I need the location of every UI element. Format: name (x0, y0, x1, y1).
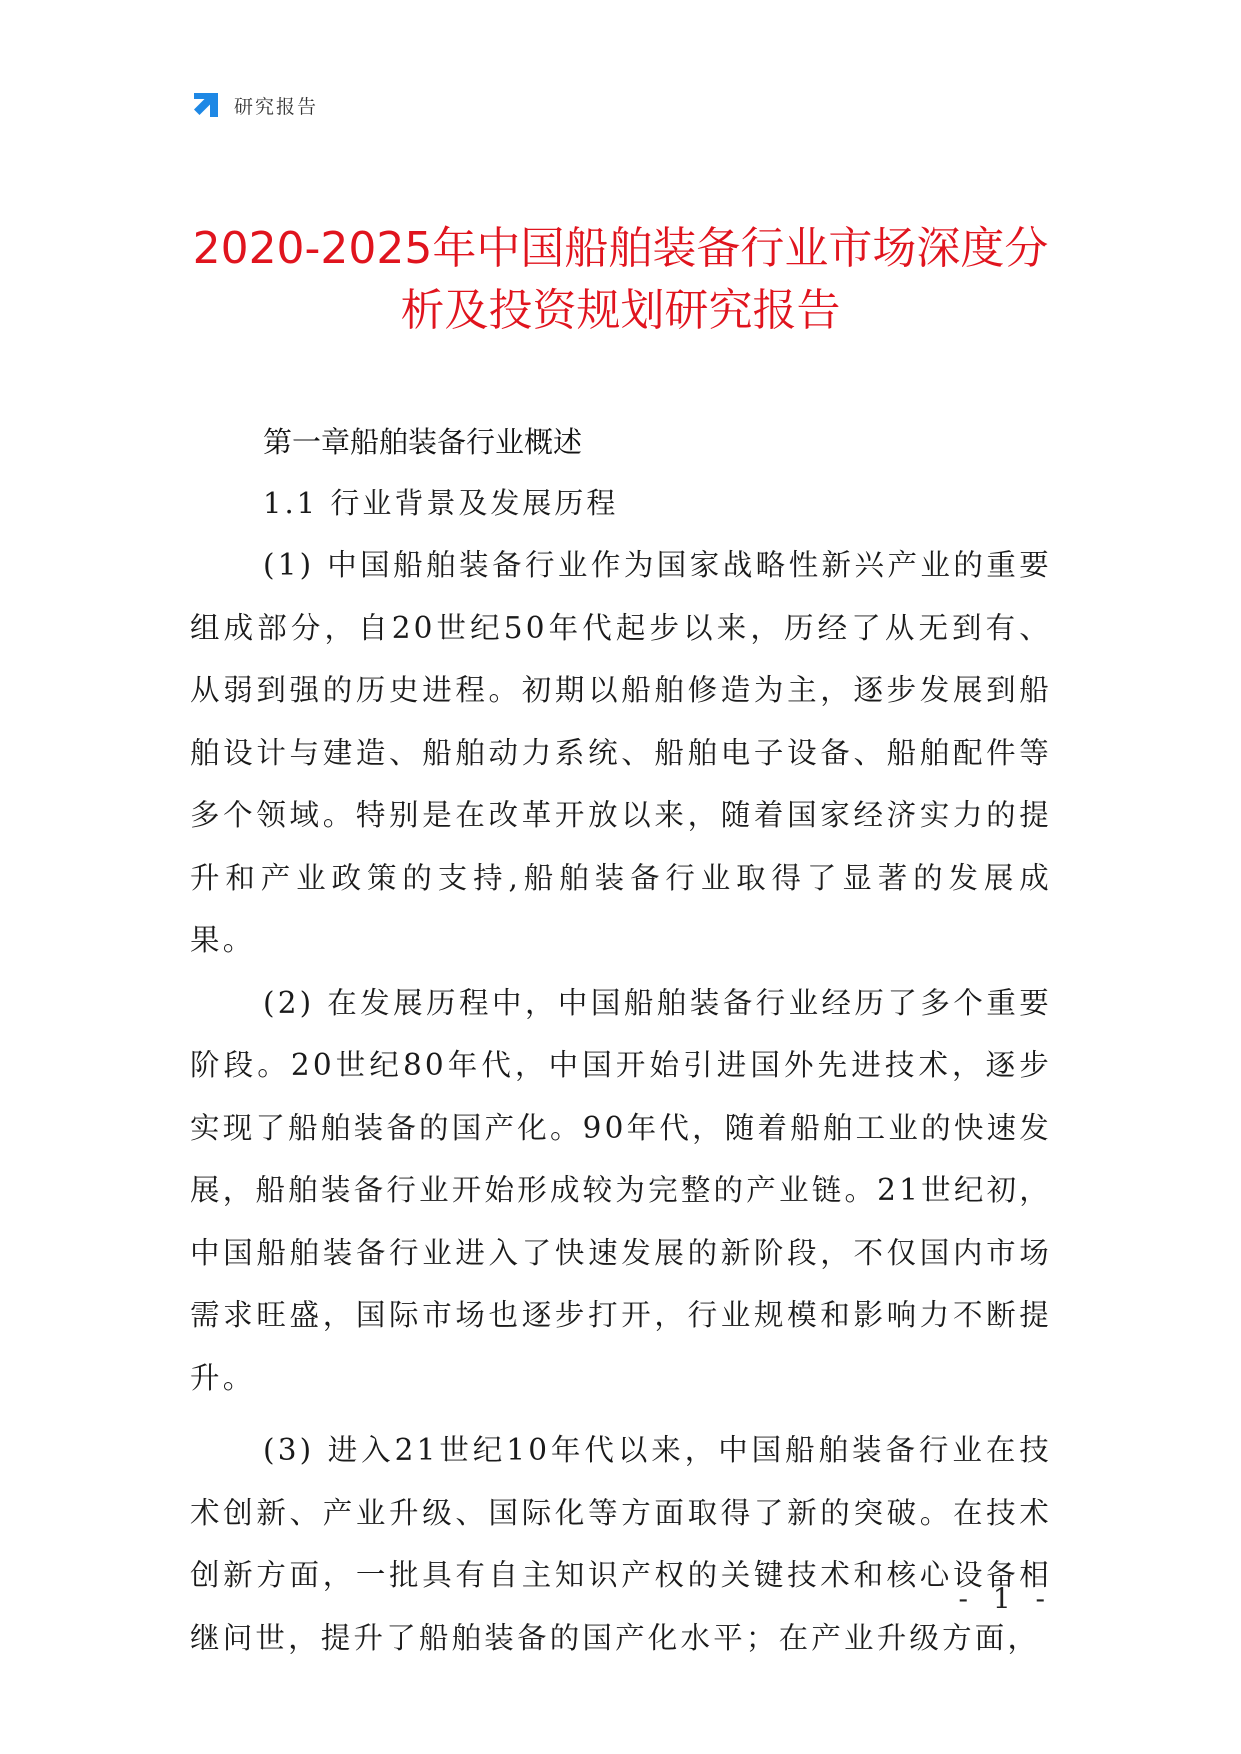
title-line-1: 2020-2025年中国船舶装备行业市场深度分 (192, 223, 1049, 274)
page-number: - 1 - (958, 1582, 1053, 1615)
title-line-2: 析及投资规划研究报告 (400, 285, 841, 336)
section-heading: 1.1 行业背景及发展历程 (263, 486, 619, 520)
chapter-heading: 第一章船舶装备行业概述 (263, 425, 583, 459)
report-header (190, 88, 318, 122)
report-body (190, 412, 1052, 1669)
header-label: 研究报告 (234, 95, 319, 118)
paragraph-3: (3) 进入21世纪10年代以来，中国船舶装备行业在技术创新、产业升级、国际化等方面取得了新的突破。在技术创新方面，一批具有自主知识产权的关键技术和核心设备相继问世，提升了船舶装备的国产化水平；在产业升级方面， (190, 1433, 1052, 1655)
paragraph-1: (1) 中国船舶装备行业作为国家战略性新兴产业的重要组成部分，自20世纪50年代起步以来，历经了从无到有、从弱到强的历史进程。初期以船舶修造为主，逐步发展到船舶设计与建造、船舶动力系统、船舶电子设备、船舶配件等多个领域。特别是在改革开放以来，随着国家经济实力的提升和产业政策的支持,船舶装备行业取得了显著的发展成果。 (190, 548, 1052, 957)
report-title (160, 218, 1081, 342)
arrow-up-right-icon (190, 89, 222, 121)
paragraph-2: (2) 在发展历程中，中国船舶装备行业经历了多个重要阶段。20世纪80年代，中国开始引进国外先进技术，逐步实现了船舶装备的国产化。90年代，随着船舶工业的快速发展，船舶装备行业开始形成较为完整的产业链。21世纪初，中国船舶装备行业进入了快速发展的新阶段，不仅国内市场需求旺盛，国际市场也逐步打开，行业规模和影响力不断提升。 (190, 985, 1052, 1395)
